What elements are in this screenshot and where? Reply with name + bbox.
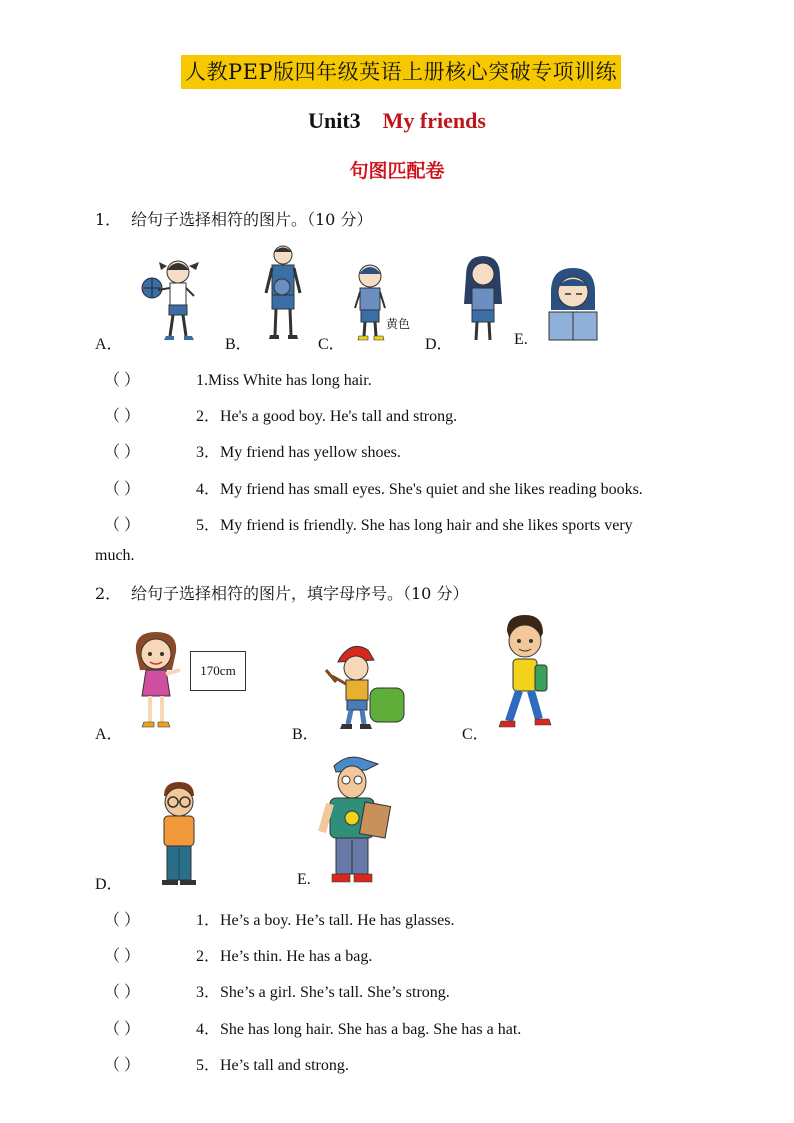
section2-instruction [95, 581, 468, 604]
question-text: 4．She has long hair. She has a bag. She has a hat. [196, 1021, 522, 1038]
section1-question-row [104, 476, 643, 499]
section2-option-d: D． [95, 876, 123, 893]
answer-blank[interactable]: （ ） [104, 912, 141, 929]
answer-blank[interactable]: （ ） [104, 948, 141, 965]
section2-option-c: C． [462, 726, 489, 743]
section1-question-row [104, 439, 401, 462]
question-text: 5．My friend is friendly. She has long hair and she likes sports very [196, 517, 633, 534]
question-text: 2．He's a good boy. He's tall and strong. [196, 408, 458, 425]
answer-blank[interactable]: （ ） [104, 481, 141, 498]
picture-hiker-hat-bag [322, 640, 410, 732]
answer-blank[interactable]: （ ） [104, 372, 141, 389]
section2-option-b: B． [292, 726, 319, 743]
picture-tall-girl [128, 630, 190, 734]
question-continuation: much. [95, 547, 135, 564]
section2-question-row [104, 943, 372, 966]
section2-option-a: A． [95, 726, 123, 743]
section1-question-row [104, 512, 633, 535]
section1-text: 给句子选择相符的图片。（10 分） [131, 210, 373, 229]
section2-text: 给句子选择相符的图片，填字母序号。（10 分） [131, 584, 469, 603]
section1-instruction [95, 207, 372, 230]
section1-option-b: B． [225, 336, 252, 353]
section2-question-row [104, 1052, 349, 1075]
answer-blank[interactable]: （ ） [104, 444, 141, 461]
picture-boy-yellow-shoes [350, 262, 390, 344]
section1-option-e: E. [514, 331, 528, 348]
worksheet-subtitle: 句图匹配卷 [349, 160, 445, 182]
picture-boy-glasses [156, 782, 202, 886]
section1-option-a: A． [95, 336, 123, 353]
question-text: 1.Miss White has long hair. [196, 372, 372, 389]
section1-question-row [104, 367, 372, 390]
picture-girl-with-ball [140, 256, 210, 346]
section1-option-c: C． [318, 336, 345, 353]
question-text: 5．He’s tall and strong. [196, 1057, 349, 1074]
question-text: 3．She’s a girl. She’s tall. She’s strong. [196, 984, 450, 1001]
picture-girl-reading [545, 266, 601, 344]
unit-heading [0, 108, 794, 134]
answer-blank[interactable]: （ ） [104, 1021, 141, 1038]
banner-title: 人教PEP版四年级英语上册核心突破专项训练 [181, 55, 621, 89]
height-label-box: 170cm [190, 651, 246, 691]
section2-number: 2． [95, 584, 122, 603]
picture-long-hair-girl [460, 256, 506, 346]
section1-question-row [104, 403, 457, 426]
section1-number: 1． [95, 210, 122, 229]
section2-option-e: E. [297, 871, 311, 888]
yellow-color-label: 黄色 [386, 317, 411, 331]
unit-label: Unit3 [308, 108, 361, 133]
question-text: 1．He’s a boy. He’s tall. He has glasses. [196, 912, 455, 929]
section1-option-d: D． [425, 336, 453, 353]
unit-title: My friends [382, 108, 486, 133]
section2-question-row [104, 1016, 521, 1039]
picture-walking-boy [495, 613, 553, 735]
answer-blank[interactable]: （ ） [104, 517, 141, 534]
answer-blank[interactable]: （ ） [104, 984, 141, 1001]
picture-tall-boy-basketball [258, 243, 308, 343]
question-text: 4．My friend has small eyes. She's quiet and she likes reading books. [196, 481, 643, 498]
picture-strong-man [318, 752, 394, 886]
answer-blank[interactable]: （ ） [104, 408, 141, 425]
section2-question-row [104, 979, 450, 1002]
question-text: 3．My friend has yellow shoes. [196, 444, 401, 461]
question-text: 2．He’s thin. He has a bag. [196, 948, 373, 965]
answer-blank[interactable]: （ ） [104, 1057, 141, 1074]
section2-question-row [104, 907, 454, 930]
